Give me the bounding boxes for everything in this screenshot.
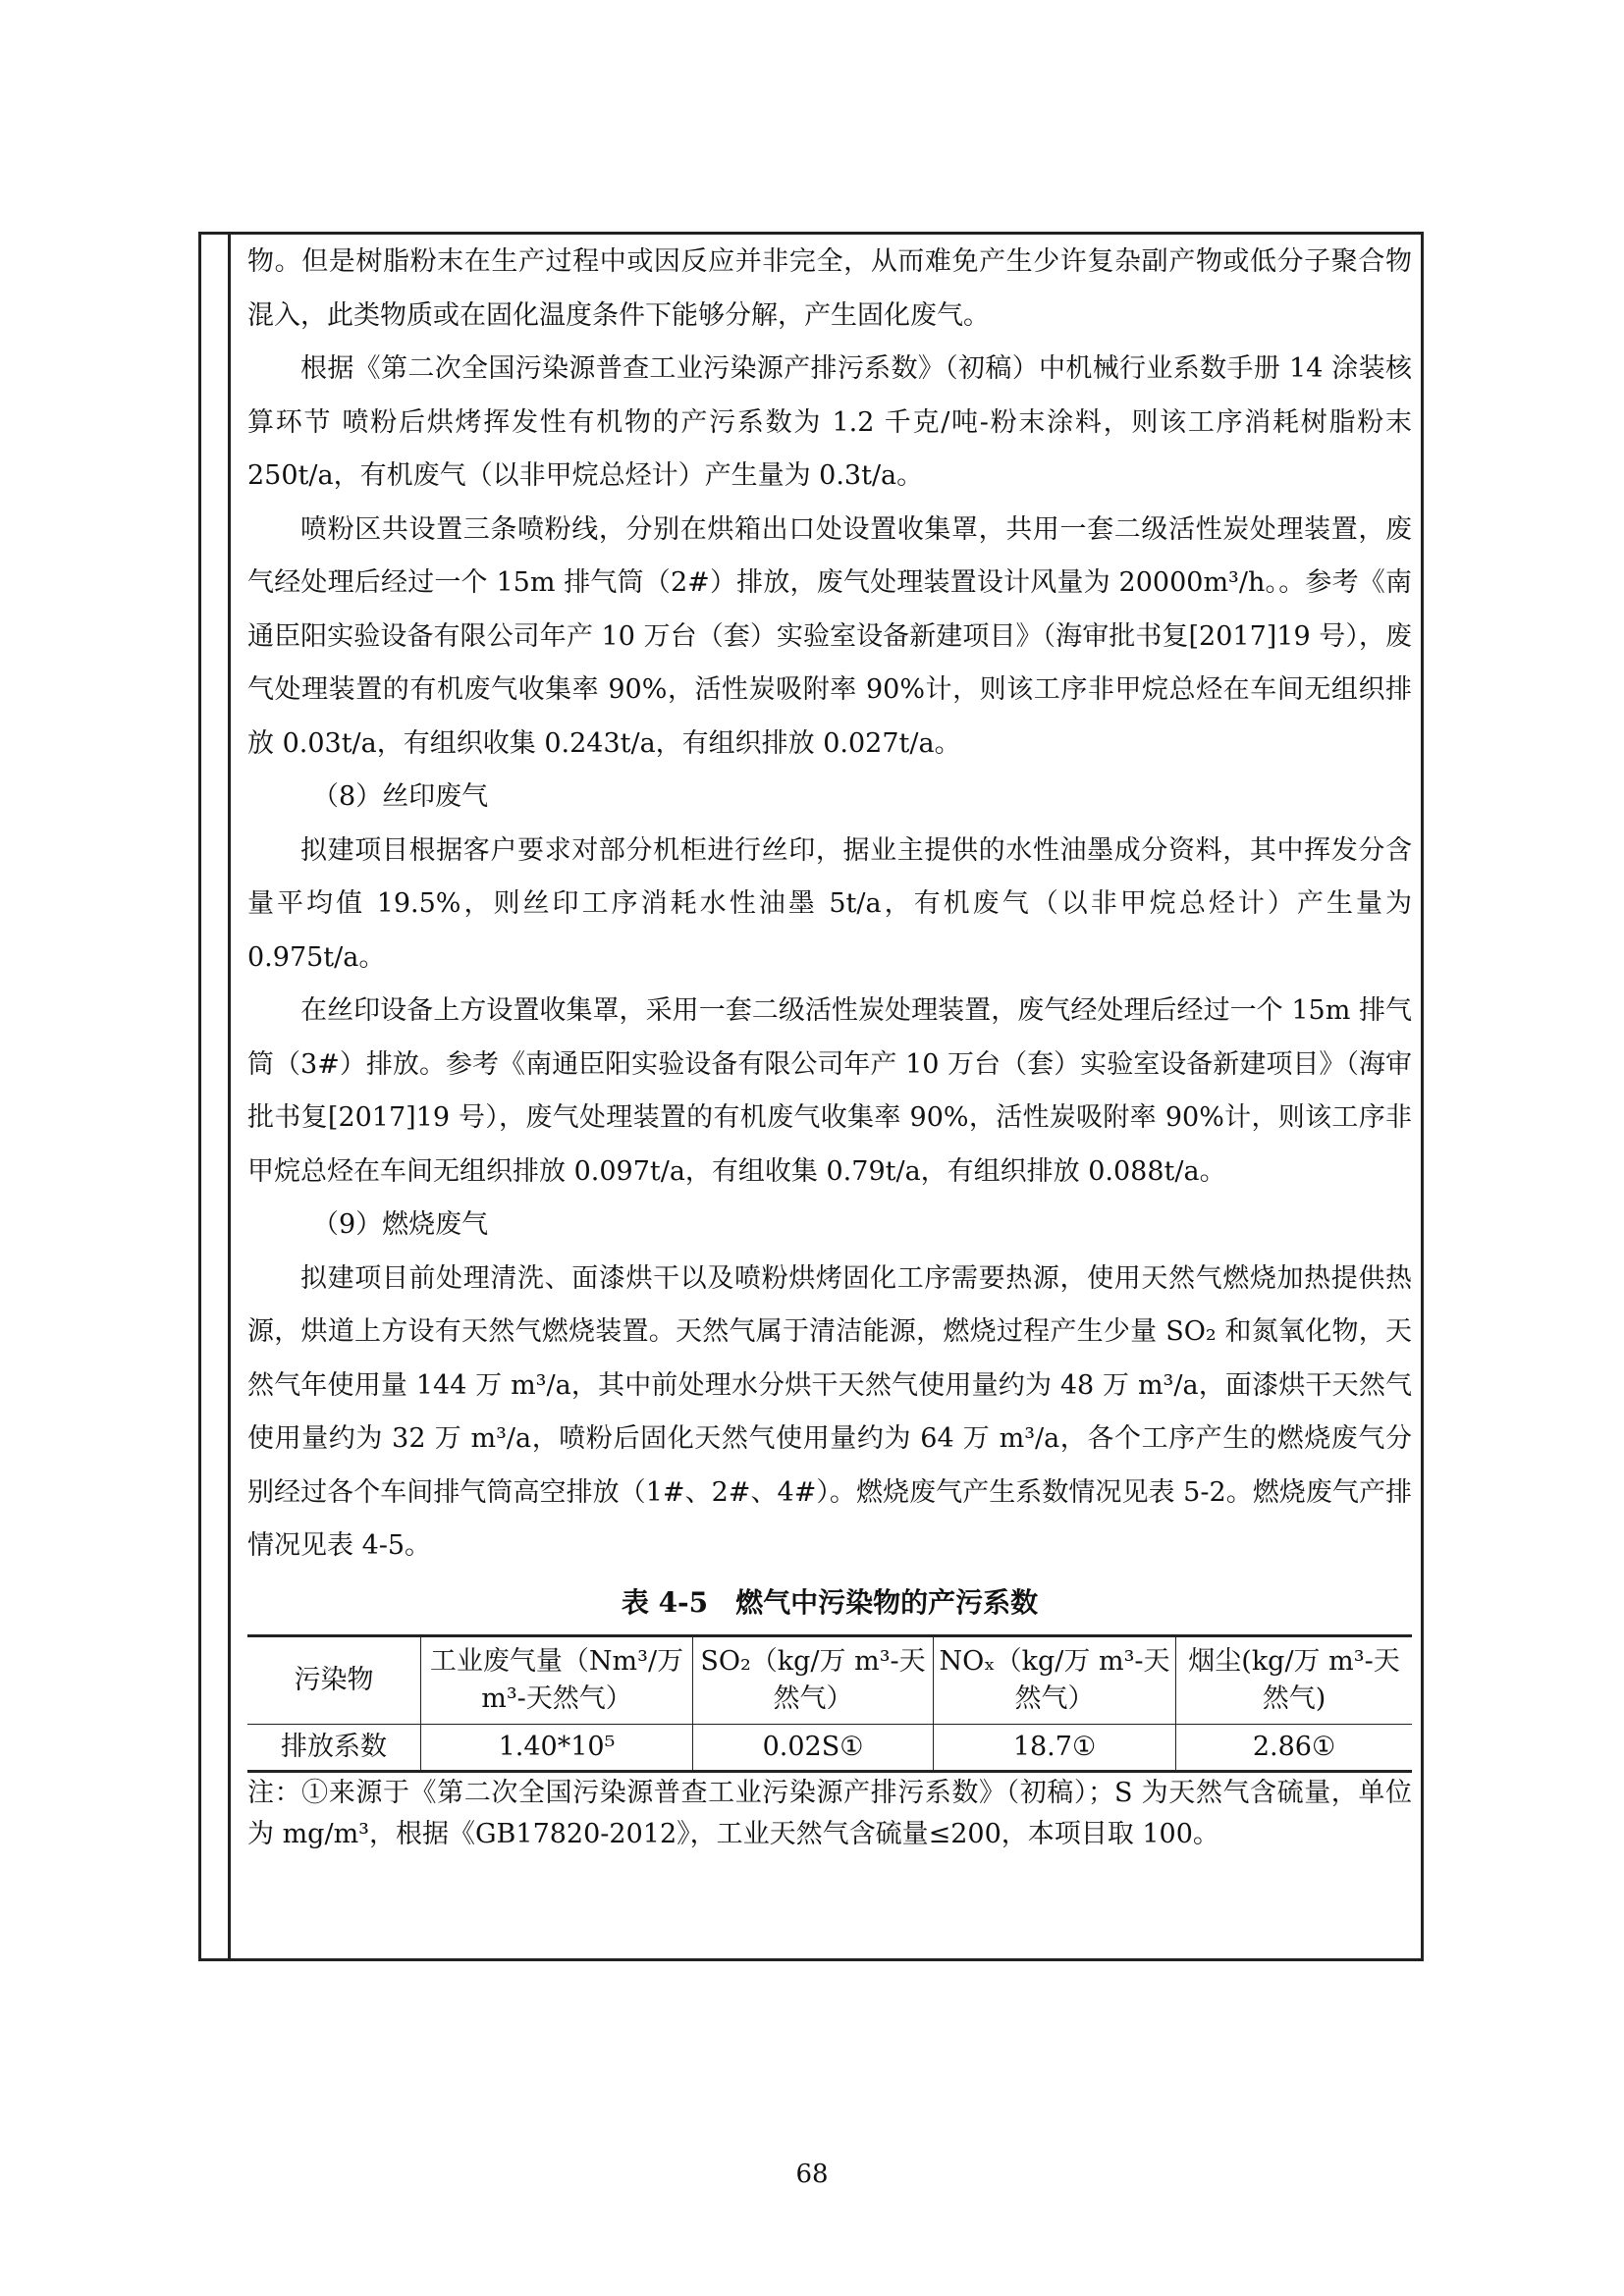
- paragraph-coefficient: 根据《第二次全国污染源普查工业污染源产排污系数》（初稿）中机械行业系数手册 14 涂装核算环节 喷粉后烘烤挥发性有机物的产污系数为 1.2 千克/吨-粉末涂料，则该工序消耗树脂粉末 250t/a，有机废气（以非甲烷总烃计）产生量为 0.3t/a。: [247, 353, 1412, 491]
- paragraph-silkscreen-ink: 拟建项目根据客户要求对部分机柜进行丝印，据业主提供的水性油墨成分资料，其中挥发分含量平均值 19.5%，则丝印工序消耗水性油墨 5t/a，有机废气（以非甲烷总烃计）产生量为 0.975t/a。: [247, 834, 1412, 973]
- table-title: 表 4-5 燃气中污染物的产污系数: [621, 1585, 1039, 1619]
- cell-nox: 18.7①: [934, 1724, 1176, 1771]
- page-number: 68: [795, 2160, 829, 2189]
- emission-coefficient-table: [247, 1634, 1412, 1773]
- table-header-row: [247, 1635, 1412, 1724]
- header-exhaust-volume: 工业废气量（Nm³/万 m³-天然气）: [421, 1635, 693, 1724]
- paragraph-powder-line: 喷粉区共设置三条喷粉线，分别在烘箱出口处设置收集罩，共用一套二级活性炭处理装置，废气经处理后经过一个 15m 排气筒（2#）排放，废气处理装置设计风量为 20000m³/h。。参考《南通臣阳实验设备有限公司年产 10 万台（套）实验室设备新建项目》（海审批书复[2017]19 号），废气处理装置的有机废气收集率 90%，活性炭吸附率 90%计，则该工序非甲烷总烃在车间无组织排放 0.03t/a，有组织收集 0.243t/a，有组织排放 0.027t/a。: [247, 513, 1412, 759]
- header-so2: SO₂（kg/万 m³-天然气）: [693, 1635, 934, 1724]
- paragraph-continuation: 物。但是树脂粉末在生产过程中或因反应并非完全，从而难免产生少许复杂副产物或低分子聚合物混入，此类物质或在固化温度条件下能够分解，产生固化废气。: [247, 246, 1412, 331]
- document-body: [247, 236, 1412, 1855]
- frame-margin-line: [228, 232, 231, 1961]
- cell-dust: 2.86①: [1176, 1724, 1413, 1771]
- paragraph-combustion: 拟建项目前处理清洗、面漆烘干以及喷粉烘烤固化工序需要热源，使用天然气燃烧加热提供热源，烘道上方设有天然气燃烧装置。天然气属于清洁能源，燃烧过程产生少量 SO₂ 和氮氧化物，天然气年使用量 144 万 m³/a，其中前处理水分烘干天然气使用量约为 48 万 m³/a，面漆烘干天然气使用量约为 32 万 m³/a，喷粉后固化天然气使用量约为 64 万 m³/a，各个工序产生的燃烧废气分别经过各个车间排气筒高空排放（1#、2#、4#）。燃烧废气产生系数情况见表 5-2。燃烧废气产排情况见表 4-5。: [247, 1262, 1412, 1561]
- header-pollutant: 污染物: [247, 1635, 421, 1724]
- section-heading-combustion: （9）燃烧废气: [312, 1209, 489, 1240]
- cell-so2: 0.02S①: [693, 1724, 934, 1771]
- table-note: 注：①来源于《第二次全国污染源普查工业污染源产排污系数》（初稿）；S 为天然气含硫量，单位为 mg/m³，根据《GB17820-2012》，工业天然气含硫量≤200，本项目取 100。: [247, 1777, 1412, 1849]
- paragraph-silkscreen-treatment: 在丝印设备上方设置收集罩，采用一套二级活性炭处理装置，废气经处理后经过一个 15m 排气筒（3#）排放。参考《南通臣阳实验设备有限公司年产 10 万台（套）实验室设备新建项目》（海审批书复[2017]19 号），废气处理装置的有机废气收集率 90%，活性炭吸附率 90%计，则该工序非甲烷总烃在车间无组织排放 0.097t/a，有组收集 0.79t/a，有组织排放 0.088t/a。: [247, 995, 1412, 1187]
- header-nox: NOₓ（kg/万 m³-天然气）: [934, 1635, 1176, 1724]
- table-row: [247, 1724, 1412, 1771]
- row-label: 排放系数: [247, 1724, 421, 1771]
- cell-exhaust-volume: 1.40*10⁵: [421, 1724, 693, 1771]
- section-heading-silkscreen: （8）丝印废气: [312, 781, 489, 812]
- header-dust: 烟尘(kg/万 m³-天然气): [1176, 1635, 1413, 1724]
